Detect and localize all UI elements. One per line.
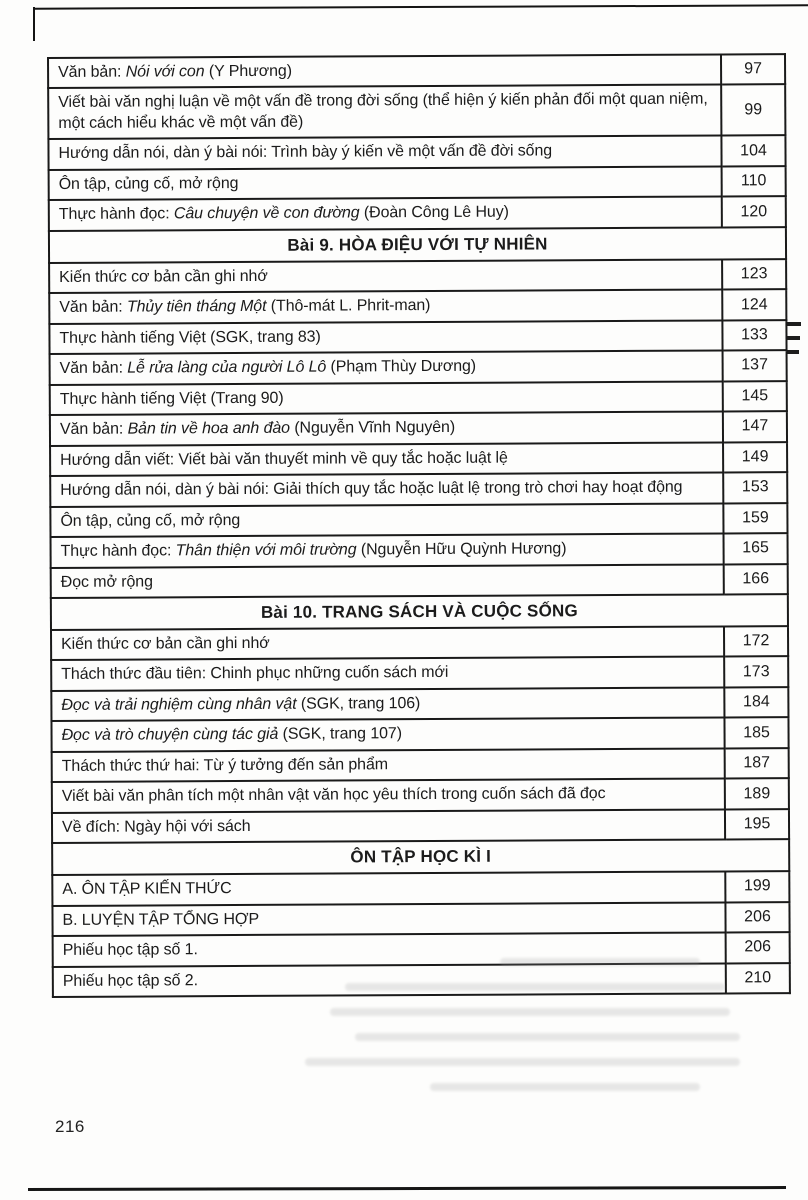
toc-entry-page: 104 [721,136,785,167]
toc-entry-title-segment: (Nguyễn Hữu Quỳnh Hương) [356,540,567,559]
bleedthrough-artifact [430,1083,700,1091]
toc-entry-title-segment: Thách thức đầu tiên: Chinh phục những cuốn sách mới [61,664,449,684]
bleedthrough-artifact [345,983,725,991]
toc-entry-title-segment: (Phạm Thùy Dương) [326,357,477,376]
toc-entry-title [50,412,723,446]
toc-entry-page: 147 [723,411,787,442]
toc-row [52,778,789,812]
toc-entry-title-segment: (SGK, trang 106) [296,694,421,713]
toc-entry-title [52,872,725,906]
bleedthrough-artifact [500,958,700,966]
toc-entry-title-segment: Viết bài văn nghị luận về một vấn đề trong đời sống (thể hiện ý kiến phản đối một quan niệm, một cách hiểu khác về một vấn đề) [58,91,708,132]
toc-row [49,320,786,354]
toc-entry-title [51,533,724,567]
toc-entry-page: 159 [723,503,787,534]
toc-entry-title [52,902,725,936]
toc-entry-page: 153 [723,472,787,503]
toc-entry-title-segment: Về đích: Ngày hội với sách [61,817,251,836]
toc-entry-title-segment: Thực hành tiếng Việt (Trang 90) [59,389,284,408]
toc-entry-title [49,290,722,324]
toc-entry-title-segment: Văn bản: [59,359,128,378]
scan-edge-left-artifact [33,7,35,41]
toc-entry-title-italic-segment: Bản tin về hoa anh đào [127,419,290,438]
toc-entry-title-italic-segment: Đọc và trò chuyện cùng tác giả [61,726,279,745]
toc-entry-title-segment: B. LUYỆN TẬP TỔNG HỢP [62,910,260,929]
toc-section-header-row [51,594,788,630]
toc-row [49,259,786,293]
toc-row [52,748,789,782]
scan-edge-bottom-artifact [28,1186,786,1191]
bleedthrough-artifact [330,1008,730,1016]
toc-table [47,53,791,998]
bleedthrough-artifact [355,1033,740,1041]
toc-entry-page: 199 [725,871,789,902]
toc-row [50,350,787,384]
toc-row [52,902,789,936]
toc-entry-title [51,626,724,660]
toc-row [51,626,788,660]
toc-entry-title [48,136,721,170]
toc-entry-page: 137 [723,350,787,381]
toc-row [49,166,786,200]
toc-row [52,871,789,905]
toc-entry-title [50,503,723,537]
toc-entry-title-italic-segment: Câu chuyện về con đường [173,204,360,223]
toc-entry-page: 184 [724,687,788,718]
toc-entry-page: 206 [725,902,789,933]
toc-section-header-row [52,839,789,875]
toc-entry-title [49,320,722,354]
toc-entry-title [52,809,725,843]
toc-entry-page: 145 [723,381,787,412]
toc-row [48,136,785,170]
toc-entry-page: 124 [722,289,786,320]
toc-entry-title-segment: Viết bài văn phân tích một nhân vật văn học yêu thích trong cuốn sách đã đọc [61,785,606,806]
toc-entry-page: 123 [722,259,786,290]
toc-entry-title [49,197,722,231]
page-number: 216 [55,1117,85,1136]
toc-entry-title-segment: Hướng dẫn nói, dàn ý bài nói: Giải thích quy tắc hoặc luật lệ trong trò chơi hay hoạt động [60,478,683,500]
toc-entry-title [50,473,723,507]
toc-entry-title-segment: Hướng dẫn viết: Viết bài văn thuyết minh về quy tắc hoặc luật lệ [60,449,508,469]
toc-entry-title-segment: Văn bản: [59,420,128,439]
toc-entry-page: 97 [721,54,785,85]
toc-entry-title-segment: Thực hành đọc: [60,542,176,560]
toc-row [51,687,788,721]
toc-entry-title [51,657,724,691]
toc-entry-title-segment: Phiếu học tập số 1. [62,941,198,960]
toc-entry-title-segment: Đọc mở rộng [60,572,153,591]
toc-entry-title-italic-segment: Đọc và trải nghiệm cùng nhân vật [61,695,297,714]
toc-entry-title-segment: Kiến thức cơ bản cần ghi nhớ [59,267,268,286]
toc-entry-title-segment: (Thô-mát L. Phrit-man) [266,297,431,316]
toc-entry-title [51,687,724,721]
toc-entry-page: 110 [722,166,786,197]
toc-entry-title-segment: (SGK, trang 107) [278,725,402,744]
toc-row [50,472,787,506]
toc-row [48,85,785,140]
toc-entry-title-segment: A. ÔN TẬP KIẾN THỨC [62,880,232,899]
toc-entry-title-segment: (Đoàn Công Lê Huy) [359,203,509,222]
toc-section-header-row [49,227,786,263]
toc-table-body [48,54,790,997]
toc-entry-title-segment: Hướng dẫn nói, dàn ý bài nói: Trình bày ý kiến về một vấn đề đời sống [58,142,553,163]
toc-section-title: Bài 10. TRANG SÁCH VÀ CUỘC SỐNG [51,594,788,630]
toc-entry-title [48,54,721,88]
toc-entry-page: 165 [724,533,788,564]
toc-row [52,809,789,843]
toc-entry-title-segment: Thách thức thứ hai: Từ ý tưởng đến sản phẩm [61,756,389,775]
toc-row [51,564,788,598]
binding-mark-artifact [786,336,800,340]
toc-entry-title-italic-segment: Nói với con [125,63,205,81]
toc-entry-page: 166 [724,564,788,595]
toc-entry-title [51,718,724,752]
toc-row [48,54,785,88]
toc-entry-title-segment: Ôn tập, củng cố, mở rộng [58,174,239,193]
toc-entry-page: 173 [724,657,788,688]
toc-row [50,411,787,445]
bleedthrough-artifact [305,1058,740,1066]
toc-entry-title-italic-segment: Thân thiện với môi trường [175,541,357,560]
toc-entry-title-italic-segment: Lễ rửa làng của người Lô Lô [127,358,327,377]
toc-entry-title-segment: Thực hành đọc: [58,205,174,224]
toc-entry-page: 187 [725,748,789,779]
toc-row [49,289,786,323]
toc-section-title: Bài 9. HÒA ĐIỆU VỚI TỰ NHIÊN [49,227,786,263]
toc-entry-page: 189 [725,778,789,809]
toc-entry-page: 99 [721,85,785,136]
toc-entry-page: 149 [723,442,787,473]
toc-entry-title-segment: Phiếu học tập số 2. [62,971,198,990]
toc-entry-page: 195 [725,809,789,840]
toc-entry-title-segment: Thực hành tiếng Việt (SGK, trang 83) [59,328,321,347]
toc-row [53,963,790,997]
toc-row [51,533,788,567]
toc-entry-title-segment: (Nguyễn Vĩnh Nguyên) [289,419,456,437]
toc-row [51,657,788,691]
toc-entry-title-italic-segment: Thủy tiên tháng Một [126,298,267,316]
toc-row [50,503,787,537]
toc-entry-title-segment: Kiến thức cơ bản cần ghi nhớ [61,634,270,653]
toc-entry-page: 172 [724,626,788,657]
toc-entry-title [48,85,721,139]
toc-entry-title [51,564,724,598]
toc-entry-page: 185 [724,718,788,749]
toc-entry-title [53,963,726,997]
binding-mark-artifact [787,350,799,354]
toc-row [49,196,786,230]
toc-entry-page: 206 [726,932,790,963]
toc-entry-title [52,748,725,782]
toc-entry-title [50,381,723,415]
toc-entry-page: 120 [722,196,786,227]
toc-entry-title [50,351,723,385]
toc-entry-title [49,259,722,293]
toc-section-title: ÔN TẬP HỌC KÌ I [52,839,789,875]
toc-entry-title-segment: Văn bản: [58,63,126,81]
toc-row [51,718,788,752]
toc-entry-title [50,442,723,476]
toc-entry-title-segment: Văn bản: [59,298,127,317]
toc-row [50,381,787,415]
toc-entry-title-segment: (Y Phương) [204,62,292,81]
toc-table-container [47,53,791,998]
toc-entry-title-segment: Ôn tập, củng cố, mở rộng [60,511,241,530]
toc-entry-title [49,166,722,200]
binding-mark-artifact [787,322,801,326]
toc-entry-page: 210 [726,963,790,994]
toc-entry-page: 133 [722,320,786,351]
toc-row [50,442,787,476]
toc-entry-title [52,779,725,813]
scan-edge-top-artifact [34,4,808,9]
